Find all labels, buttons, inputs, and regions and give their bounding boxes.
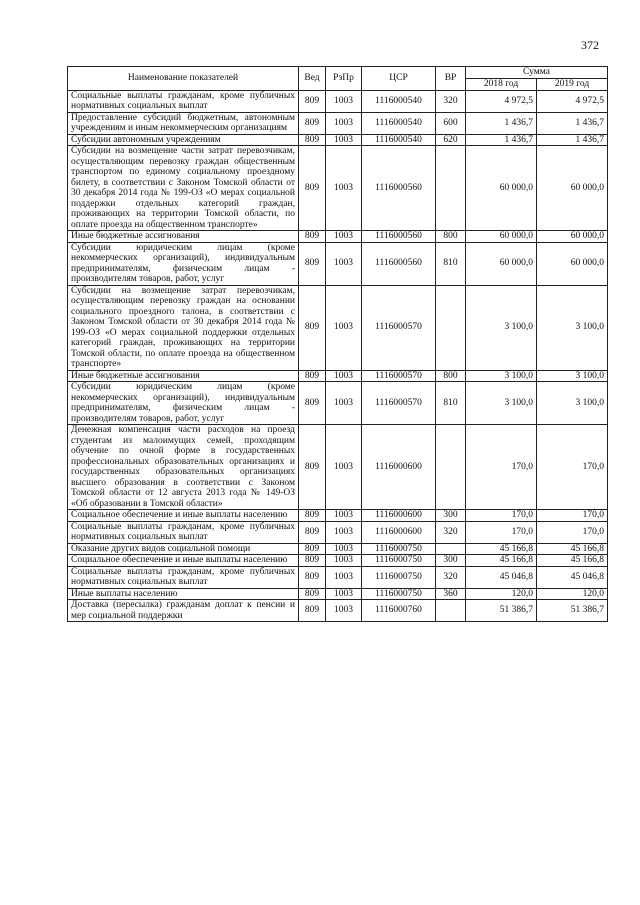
table-row: [68, 90, 608, 112]
header-csr: ЦСР: [362, 67, 436, 91]
row-rzpr: 1003: [326, 382, 362, 425]
table-row: [68, 588, 608, 600]
row-name: Денежная компенсация части расходов на проезд студентам из малоимущих семей, проходящим обучение по очной форме в государственных профессиональных образовательных организациях и государственных образовательных организациях высшего образования в соответствии с Законом Томской области от 12 августа 2013 года № 149-ОЗ «Об образовании в Томской области»: [68, 425, 299, 510]
table-row: [68, 510, 608, 522]
row-ved: 809: [299, 134, 326, 146]
row-vr: 300: [436, 555, 466, 567]
row-sum-2019: 60 000,0: [537, 242, 608, 285]
row-vr: 320: [436, 566, 466, 588]
row-vr: [436, 543, 466, 555]
row-ved: 809: [299, 588, 326, 600]
row-sum-2019: 4 972,5: [537, 90, 608, 112]
row-rzpr: 1003: [326, 134, 362, 146]
row-sum-2019: 60 000,0: [537, 231, 608, 243]
row-sum-2019: 170,0: [537, 425, 608, 510]
row-name: Социальное обеспечение и иные выплаты населению: [68, 555, 299, 567]
row-sum-2018: 120,0: [466, 588, 537, 600]
header-2018: 2018 год: [466, 79, 537, 91]
budget-table: [67, 66, 608, 622]
row-vr: 810: [436, 382, 466, 425]
table-row: [68, 231, 608, 243]
row-name: Субсидии юридическим лицам (кроме некоммерческих организаций), индивидуальным предпринимателям, физическим лицам - производителям товаров, работ, услуг: [68, 242, 299, 285]
row-name: Социальные выплаты гражданам, кроме публичных нормативных социальных выплат: [68, 90, 299, 112]
row-sum-2019: 45 166,8: [537, 555, 608, 567]
row-ved: 809: [299, 425, 326, 510]
row-sum-2018: 1 436,7: [466, 134, 537, 146]
row-rzpr: 1003: [326, 566, 362, 588]
row-sum-2019: 45 046,8: [537, 566, 608, 588]
row-ved: 809: [299, 510, 326, 522]
row-sum-2018: 51 386,7: [466, 600, 537, 622]
row-vr: 800: [436, 231, 466, 243]
row-name: Оказание других видов социальной помощи: [68, 543, 299, 555]
row-sum-2018: 170,0: [466, 510, 537, 522]
table-row: [68, 425, 608, 510]
table-row: [68, 370, 608, 382]
row-csr: 1116000560: [362, 242, 436, 285]
row-csr: 1116000560: [362, 146, 436, 231]
row-ved: 809: [299, 370, 326, 382]
row-ved: 809: [299, 285, 326, 370]
row-name: Предоставление субсидий бюджетным, автономным учреждениям и иным некоммерческим организациям: [68, 112, 299, 134]
row-ved: 809: [299, 566, 326, 588]
row-rzpr: 1003: [326, 510, 362, 522]
row-sum-2019: 51 386,7: [537, 600, 608, 622]
page-number: 372: [581, 38, 599, 52]
header-vr: ВР: [436, 67, 466, 91]
row-rzpr: 1003: [326, 425, 362, 510]
row-name: Субсидии юридическим лицам (кроме некоммерческих организаций), индивидуальным предпринимателям, физическим лицам - производителям товаров, работ, услуг: [68, 382, 299, 425]
row-sum-2019: 3 100,0: [537, 370, 608, 382]
row-ved: 809: [299, 112, 326, 134]
row-rzpr: 1003: [326, 90, 362, 112]
row-rzpr: 1003: [326, 588, 362, 600]
row-vr: 300: [436, 510, 466, 522]
row-rzpr: 1003: [326, 231, 362, 243]
row-vr: 320: [436, 90, 466, 112]
row-name: Иные выплаты населению: [68, 588, 299, 600]
row-ved: 809: [299, 382, 326, 425]
row-sum-2019: 170,0: [537, 521, 608, 543]
row-sum-2018: 45 166,8: [466, 555, 537, 567]
header-ved: Вед: [299, 67, 326, 91]
row-rzpr: 1003: [326, 146, 362, 231]
row-sum-2018: 170,0: [466, 425, 537, 510]
row-name: Доставка (пересылка) гражданам доплат к пенсии и мер социальной поддержки: [68, 600, 299, 622]
table-row: [68, 521, 608, 543]
row-sum-2018: 170,0: [466, 521, 537, 543]
row-sum-2018: 3 100,0: [466, 382, 537, 425]
row-sum-2018: 45 166,8: [466, 543, 537, 555]
row-sum-2019: 170,0: [537, 510, 608, 522]
header-name: Наименование показателей: [68, 67, 299, 91]
row-vr: 360: [436, 588, 466, 600]
row-rzpr: 1003: [326, 242, 362, 285]
row-csr: 1116000600: [362, 521, 436, 543]
table-row: [68, 112, 608, 134]
row-name: Субсидии на возмещение затрат перевозчикам, осуществляющим перевозку граждан на основании социального проездного талона, в соответствии с Законом Томской области от 30 декабря 2014 года № 199-ОЗ «О мерах социальной поддержки отдельных категорий граждан, проживающих на территории Томской области, по оплате проезда на общественном транспорте»: [68, 285, 299, 370]
row-ved: 809: [299, 555, 326, 567]
table-row: [68, 543, 608, 555]
table-row: [68, 566, 608, 588]
row-sum-2019: 1 436,7: [537, 112, 608, 134]
table-row: [68, 146, 608, 231]
row-csr: 1116000750: [362, 543, 436, 555]
row-vr: [436, 600, 466, 622]
row-name: Субсидии автономным учреждениям: [68, 134, 299, 146]
row-vr: [436, 285, 466, 370]
row-ved: 809: [299, 543, 326, 555]
row-sum-2018: 60 000,0: [466, 146, 537, 231]
row-csr: 1116000750: [362, 555, 436, 567]
row-vr: [436, 425, 466, 510]
table-body: [68, 90, 608, 622]
row-sum-2019: 3 100,0: [537, 382, 608, 425]
row-name: Социальные выплаты гражданам, кроме публичных нормативных социальных выплат: [68, 521, 299, 543]
table-row: [68, 242, 608, 285]
row-sum-2019: 1 436,7: [537, 134, 608, 146]
header-rzpr: РзПр: [326, 67, 362, 91]
row-rzpr: 1003: [326, 112, 362, 134]
row-ved: 809: [299, 600, 326, 622]
header-sum: Сумма: [466, 67, 608, 79]
row-sum-2018: 4 972,5: [466, 90, 537, 112]
row-sum-2019: 120,0: [537, 588, 608, 600]
row-vr: 620: [436, 134, 466, 146]
row-sum-2018: 3 100,0: [466, 370, 537, 382]
row-csr: 1116000600: [362, 510, 436, 522]
row-ved: 809: [299, 521, 326, 543]
row-rzpr: 1003: [326, 370, 362, 382]
row-sum-2018: 1 436,7: [466, 112, 537, 134]
row-rzpr: 1003: [326, 555, 362, 567]
table-row: [68, 134, 608, 146]
row-name: Иные бюджетные ассигнования: [68, 231, 299, 243]
row-csr: 1116000540: [362, 90, 436, 112]
table-row: [68, 382, 608, 425]
row-csr: 1116000750: [362, 566, 436, 588]
row-sum-2019: 60 000,0: [537, 146, 608, 231]
row-sum-2018: 3 100,0: [466, 285, 537, 370]
row-vr: 800: [436, 370, 466, 382]
row-vr: 320: [436, 521, 466, 543]
row-csr: 1116000540: [362, 112, 436, 134]
row-csr: 1116000750: [362, 588, 436, 600]
row-csr: 1116000570: [362, 382, 436, 425]
header-2019: 2019 год: [537, 79, 608, 91]
row-ved: 809: [299, 146, 326, 231]
row-sum-2019: 45 166,8: [537, 543, 608, 555]
row-sum-2019: 3 100,0: [537, 285, 608, 370]
row-sum-2018: 60 000,0: [466, 231, 537, 243]
table-row: [68, 555, 608, 567]
row-csr: 1116000570: [362, 285, 436, 370]
row-vr: [436, 146, 466, 231]
row-rzpr: 1003: [326, 285, 362, 370]
row-csr: 1116000600: [362, 425, 436, 510]
row-ved: 809: [299, 231, 326, 243]
row-csr: 1116000560: [362, 231, 436, 243]
row-name: Социальное обеспечение и иные выплаты населению: [68, 510, 299, 522]
row-sum-2018: 60 000,0: [466, 242, 537, 285]
row-rzpr: 1003: [326, 543, 362, 555]
row-csr: 1116000760: [362, 600, 436, 622]
row-rzpr: 1003: [326, 521, 362, 543]
row-vr: 600: [436, 112, 466, 134]
row-csr: 1116000570: [362, 370, 436, 382]
row-name: Субсидии на возмещение части затрат перевозчикам, осуществляющим перевозку граждан общественным транспортом по единому социальному проездному билету, в соответствии с Законом Томской области от 30 декабря 2014 года № 199-ОЗ «О мерах социальной поддержки отдельных категорий граждан, проживающих на территории Томской области, по оплате проезда на общественном транспорте»: [68, 146, 299, 231]
table-row: [68, 285, 608, 370]
row-name: Социальные выплаты гражданам, кроме публичных нормативных социальных выплат: [68, 566, 299, 588]
row-sum-2018: 45 046,8: [466, 566, 537, 588]
row-ved: 809: [299, 242, 326, 285]
row-ved: 809: [299, 90, 326, 112]
row-rzpr: 1003: [326, 600, 362, 622]
table-row: [68, 600, 608, 622]
row-vr: 810: [436, 242, 466, 285]
row-csr: 1116000540: [362, 134, 436, 146]
row-name: Иные бюджетные ассигнования: [68, 370, 299, 382]
